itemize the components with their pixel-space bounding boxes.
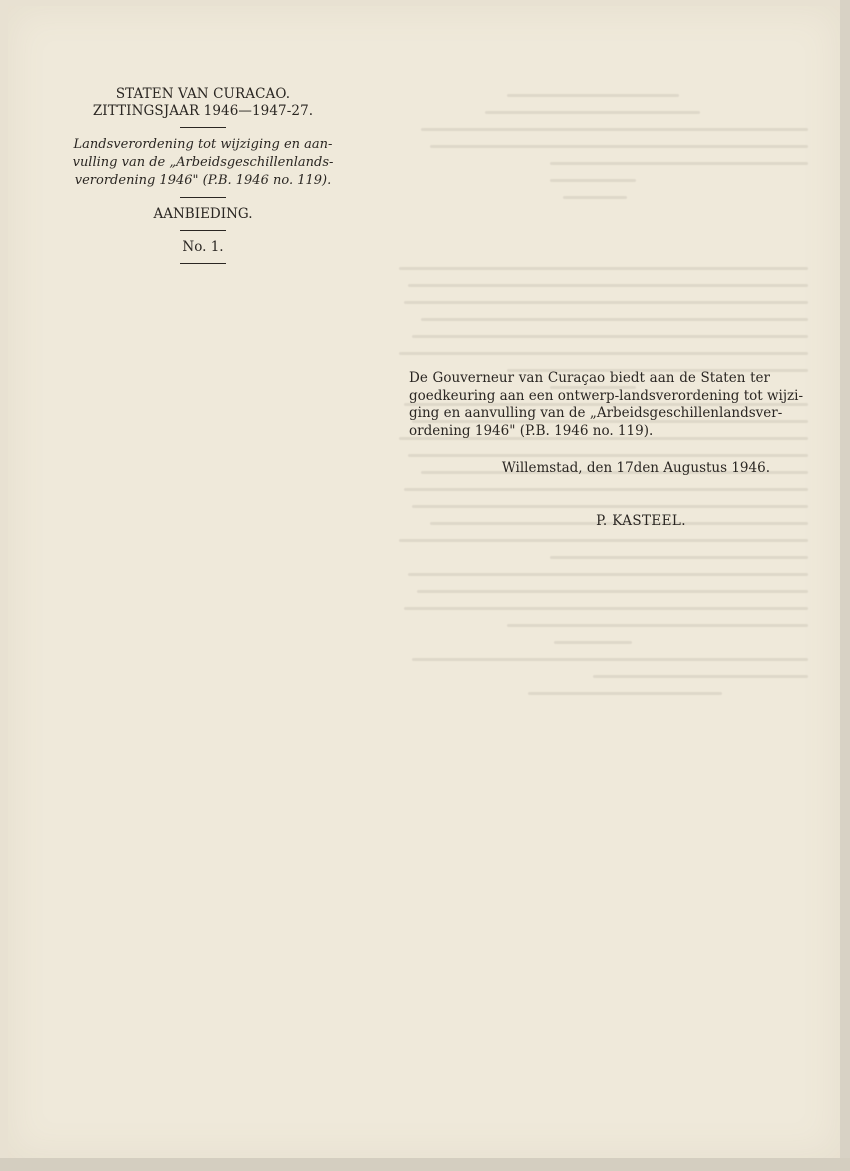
header-line-1: STATEN VAN CURACAO. xyxy=(115,86,291,102)
body-line-4: ordening 1946" (P.B. 1946 no. 119). xyxy=(409,422,654,439)
signature: P. KASTEEL. xyxy=(596,513,686,529)
place-and-date: Willemstad, den 17den Augustus 1946. xyxy=(501,460,770,476)
subject-title xyxy=(48,136,358,190)
divider-rule xyxy=(180,127,226,128)
document-number: No. 1. xyxy=(182,239,224,255)
divider-rule xyxy=(180,197,226,198)
subject-line-1: Landsverordening tot wijziging en aan- xyxy=(73,137,333,152)
body-line-2: goedkeuring aan een ontwerp-landsverordening tot wijzi- xyxy=(409,387,804,404)
body-line-3: ging en aanvulling van de „Arbeidsgeschillenlandsver- xyxy=(409,405,783,421)
page-edge-right xyxy=(840,0,850,1171)
page-edge-bottom xyxy=(0,1158,850,1171)
header-line-2: ZITTINGSJAAR 1946—1947-27. xyxy=(92,103,314,119)
divider-rule xyxy=(180,263,226,264)
document-type-label: AANBIEDING. xyxy=(153,206,253,222)
document-header xyxy=(48,86,358,272)
subject-line-3: verordening 1946" (P.B. 1946 no. 119). xyxy=(74,173,332,188)
subject-line-2: vulling van de „Arbeidsgeschillenlands- xyxy=(72,155,334,170)
body-line-1: De Gouverneur van Curaçao biedt aan de Staten ter xyxy=(409,370,770,386)
divider-rule xyxy=(180,230,226,231)
body-paragraph xyxy=(409,370,804,440)
